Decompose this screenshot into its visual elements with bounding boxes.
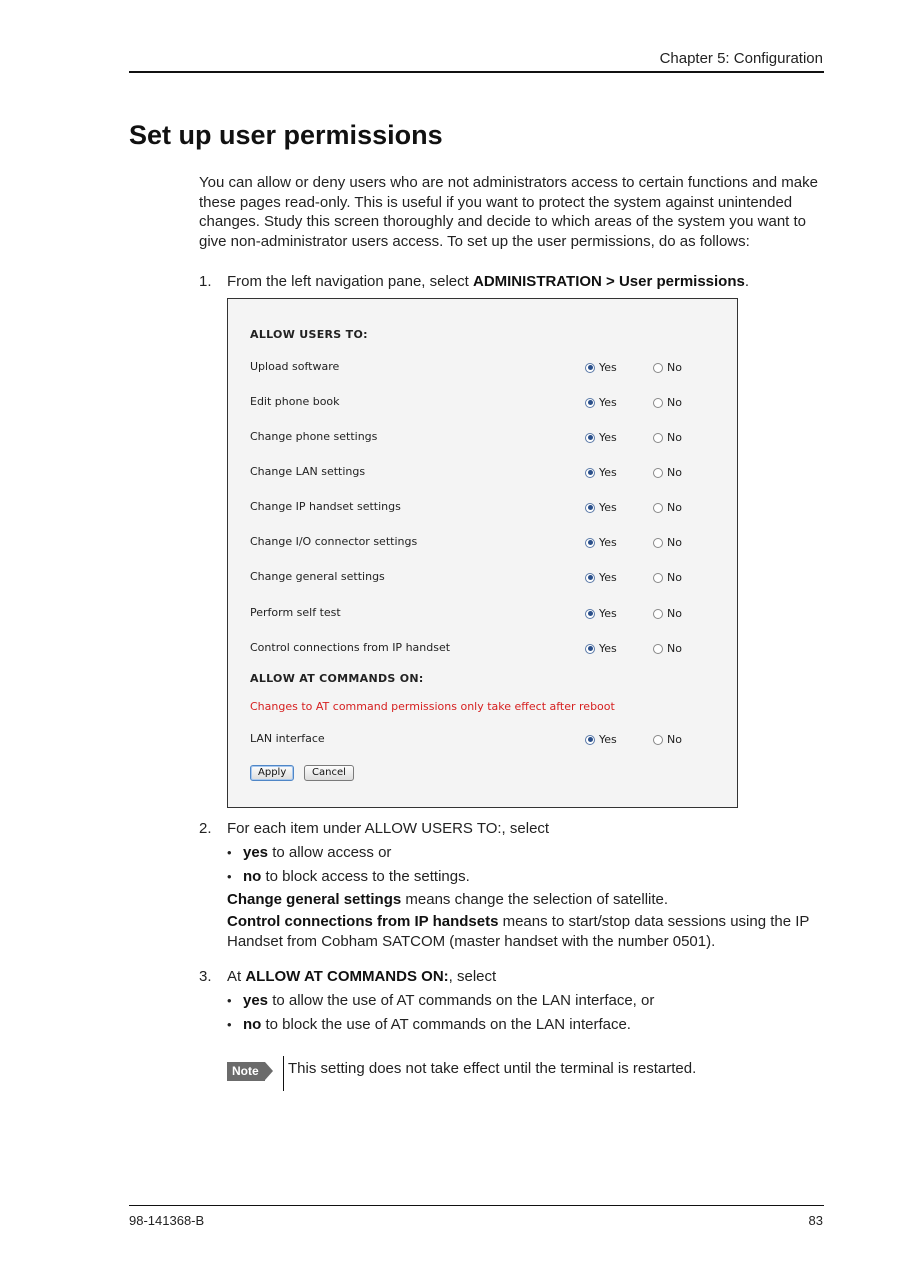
definition bbox=[227, 912, 824, 952]
no-radio[interactable] bbox=[653, 431, 682, 444]
permission-label: Perform self test bbox=[250, 606, 341, 619]
radio-selected-icon bbox=[585, 503, 595, 513]
no-label: No bbox=[667, 466, 682, 479]
no-label: No bbox=[667, 361, 682, 374]
permission-label: Change IP handset settings bbox=[250, 500, 401, 513]
bullet-keyword: yes bbox=[243, 844, 269, 861]
header-rule bbox=[129, 71, 824, 73]
list-item bbox=[227, 1015, 824, 1035]
radio-empty-icon bbox=[653, 468, 663, 478]
yes-label: Yes bbox=[599, 501, 617, 514]
yes-label: Yes bbox=[599, 396, 617, 409]
definition-term: Change general settings bbox=[227, 891, 402, 908]
definition-text: means to start/stop data sessions using the IP Handset from Cobham SATCOM (master handset with the number 0501). bbox=[227, 913, 810, 950]
note-divider bbox=[283, 1056, 284, 1091]
note-text: This setting does not take effect until the terminal is restarted. bbox=[288, 1060, 697, 1077]
radio-empty-icon bbox=[653, 398, 663, 408]
radio-selected-icon bbox=[585, 538, 595, 548]
bullet-icon: • bbox=[227, 1017, 232, 1032]
permission-label: Change general settings bbox=[250, 570, 385, 583]
no-label: No bbox=[667, 733, 682, 746]
yes-label: Yes bbox=[599, 361, 617, 374]
radio-empty-icon bbox=[653, 644, 663, 654]
definition-term: Control connections from IP handsets bbox=[227, 913, 499, 930]
footer-rule bbox=[129, 1205, 824, 1206]
radio-empty-icon bbox=[653, 573, 663, 583]
yes-radio[interactable] bbox=[585, 501, 617, 514]
radio-empty-icon bbox=[653, 363, 663, 373]
document-number: 98-141368-B bbox=[129, 1213, 205, 1228]
yes-radio[interactable] bbox=[585, 733, 617, 746]
no-radio[interactable] bbox=[653, 607, 682, 620]
radio-empty-icon bbox=[653, 735, 663, 745]
radio-selected-icon bbox=[585, 468, 595, 478]
bullet-text: to block access to the settings. bbox=[261, 868, 470, 885]
no-radio[interactable] bbox=[653, 571, 682, 584]
step-3-pre: At bbox=[227, 968, 246, 985]
allow-users-title: ALLOW USERS TO: bbox=[250, 328, 368, 341]
list-item bbox=[227, 991, 824, 1011]
step-2 bbox=[199, 819, 824, 952]
no-label: No bbox=[667, 501, 682, 514]
step-3-post: , select bbox=[448, 968, 497, 985]
page-number: 83 bbox=[808, 1213, 823, 1228]
step-2-text: For each item under ALLOW USERS TO:, select bbox=[227, 820, 550, 837]
no-radio[interactable] bbox=[653, 396, 682, 409]
yes-radio[interactable] bbox=[585, 361, 617, 374]
radio-selected-icon bbox=[585, 573, 595, 583]
no-radio[interactable] bbox=[653, 733, 682, 746]
radio-empty-icon bbox=[653, 609, 663, 619]
no-label: No bbox=[667, 571, 682, 584]
yes-radio[interactable] bbox=[585, 396, 617, 409]
bullet-keyword: yes bbox=[243, 992, 269, 1009]
no-label: No bbox=[667, 431, 682, 444]
definition-text: means change the selection of satellite. bbox=[401, 891, 669, 908]
radio-empty-icon bbox=[653, 538, 663, 548]
permission-label: Change I/O connector settings bbox=[250, 535, 418, 548]
permission-label: Control connections from IP handset bbox=[250, 641, 451, 654]
step-number: 1. bbox=[199, 273, 212, 290]
at-interface-label: LAN interface bbox=[250, 732, 325, 745]
yes-radio[interactable] bbox=[585, 466, 617, 479]
note-badge: Note bbox=[227, 1062, 265, 1081]
no-label: No bbox=[667, 607, 682, 620]
yes-label: Yes bbox=[599, 466, 617, 479]
chapter-header: Chapter 5: Configuration bbox=[659, 50, 823, 67]
step-1 bbox=[199, 272, 824, 292]
bullet-icon: • bbox=[227, 869, 232, 884]
radio-selected-icon bbox=[585, 398, 595, 408]
bullet-icon: • bbox=[227, 845, 232, 860]
bullet-text: to allow access or bbox=[268, 844, 392, 861]
no-radio[interactable] bbox=[653, 361, 682, 374]
allow-at-commands-title: ALLOW AT COMMANDS ON: bbox=[250, 672, 424, 685]
radio-selected-icon bbox=[585, 644, 595, 654]
step-3-keyword: ALLOW AT COMMANDS ON: bbox=[245, 968, 449, 985]
apply-button[interactable]: Apply bbox=[250, 765, 294, 781]
radio-empty-icon bbox=[653, 503, 663, 513]
reboot-warning: Changes to AT command permissions only take effect after reboot bbox=[250, 700, 615, 713]
bullet-text: to allow the use of AT commands on the LAN interface, or bbox=[268, 992, 655, 1009]
step-3 bbox=[199, 967, 824, 1035]
page-title: Set up user permissions bbox=[129, 120, 443, 150]
no-radio[interactable] bbox=[653, 501, 682, 514]
user-permissions-panel bbox=[227, 298, 738, 808]
yes-radio[interactable] bbox=[585, 571, 617, 584]
yes-radio[interactable] bbox=[585, 536, 617, 549]
no-radio[interactable] bbox=[653, 642, 682, 655]
bullet-keyword: no bbox=[243, 1016, 262, 1033]
cancel-button[interactable]: Cancel bbox=[304, 765, 354, 781]
step-1-period: . bbox=[744, 273, 750, 290]
step-number: 2. bbox=[199, 820, 212, 837]
radio-empty-icon bbox=[653, 433, 663, 443]
bullet-icon: • bbox=[227, 993, 232, 1008]
yes-label: Yes bbox=[599, 642, 617, 655]
radio-selected-icon bbox=[585, 735, 595, 745]
permission-label: Change phone settings bbox=[250, 430, 378, 443]
step-number: 3. bbox=[199, 968, 212, 985]
bullet-keyword: no bbox=[243, 868, 262, 885]
list-item bbox=[227, 843, 824, 863]
permission-label: Upload software bbox=[250, 360, 340, 373]
intro-paragraph: You can allow or deny users who are not administrators access to certain functions and make these pages read-only. This is useful if you want to protect the system against unintended changes. Study this screen thoroughly and decide to which areas of the system you want to give non-administrator users access. To set up the user permissions, do as follows: bbox=[199, 174, 818, 251]
no-radio[interactable] bbox=[653, 466, 682, 479]
yes-label: Yes bbox=[599, 733, 617, 746]
bullet-text: to block the use of AT commands on the LAN interface. bbox=[261, 1016, 631, 1033]
yes-label: Yes bbox=[599, 536, 617, 549]
yes-radio[interactable] bbox=[585, 607, 617, 620]
radio-selected-icon bbox=[585, 609, 595, 619]
step-1-text: From the left navigation pane, select bbox=[227, 273, 473, 290]
yes-label: Yes bbox=[599, 571, 617, 584]
step-3-text bbox=[227, 967, 824, 987]
step-1-menu-path: ADMINISTRATION > User permissions bbox=[472, 273, 745, 290]
permission-label: Change LAN settings bbox=[250, 465, 366, 478]
yes-label: Yes bbox=[599, 431, 617, 444]
no-radio[interactable] bbox=[653, 536, 682, 549]
yes-radio[interactable] bbox=[585, 642, 617, 655]
yes-radio[interactable] bbox=[585, 431, 617, 444]
radio-selected-icon bbox=[585, 433, 595, 443]
definition bbox=[227, 890, 824, 910]
no-label: No bbox=[667, 536, 682, 549]
permission-label: Edit phone book bbox=[250, 395, 340, 408]
radio-selected-icon bbox=[585, 363, 595, 373]
no-label: No bbox=[667, 396, 682, 409]
list-item bbox=[227, 867, 824, 887]
yes-label: Yes bbox=[599, 607, 617, 620]
no-label: No bbox=[667, 642, 682, 655]
